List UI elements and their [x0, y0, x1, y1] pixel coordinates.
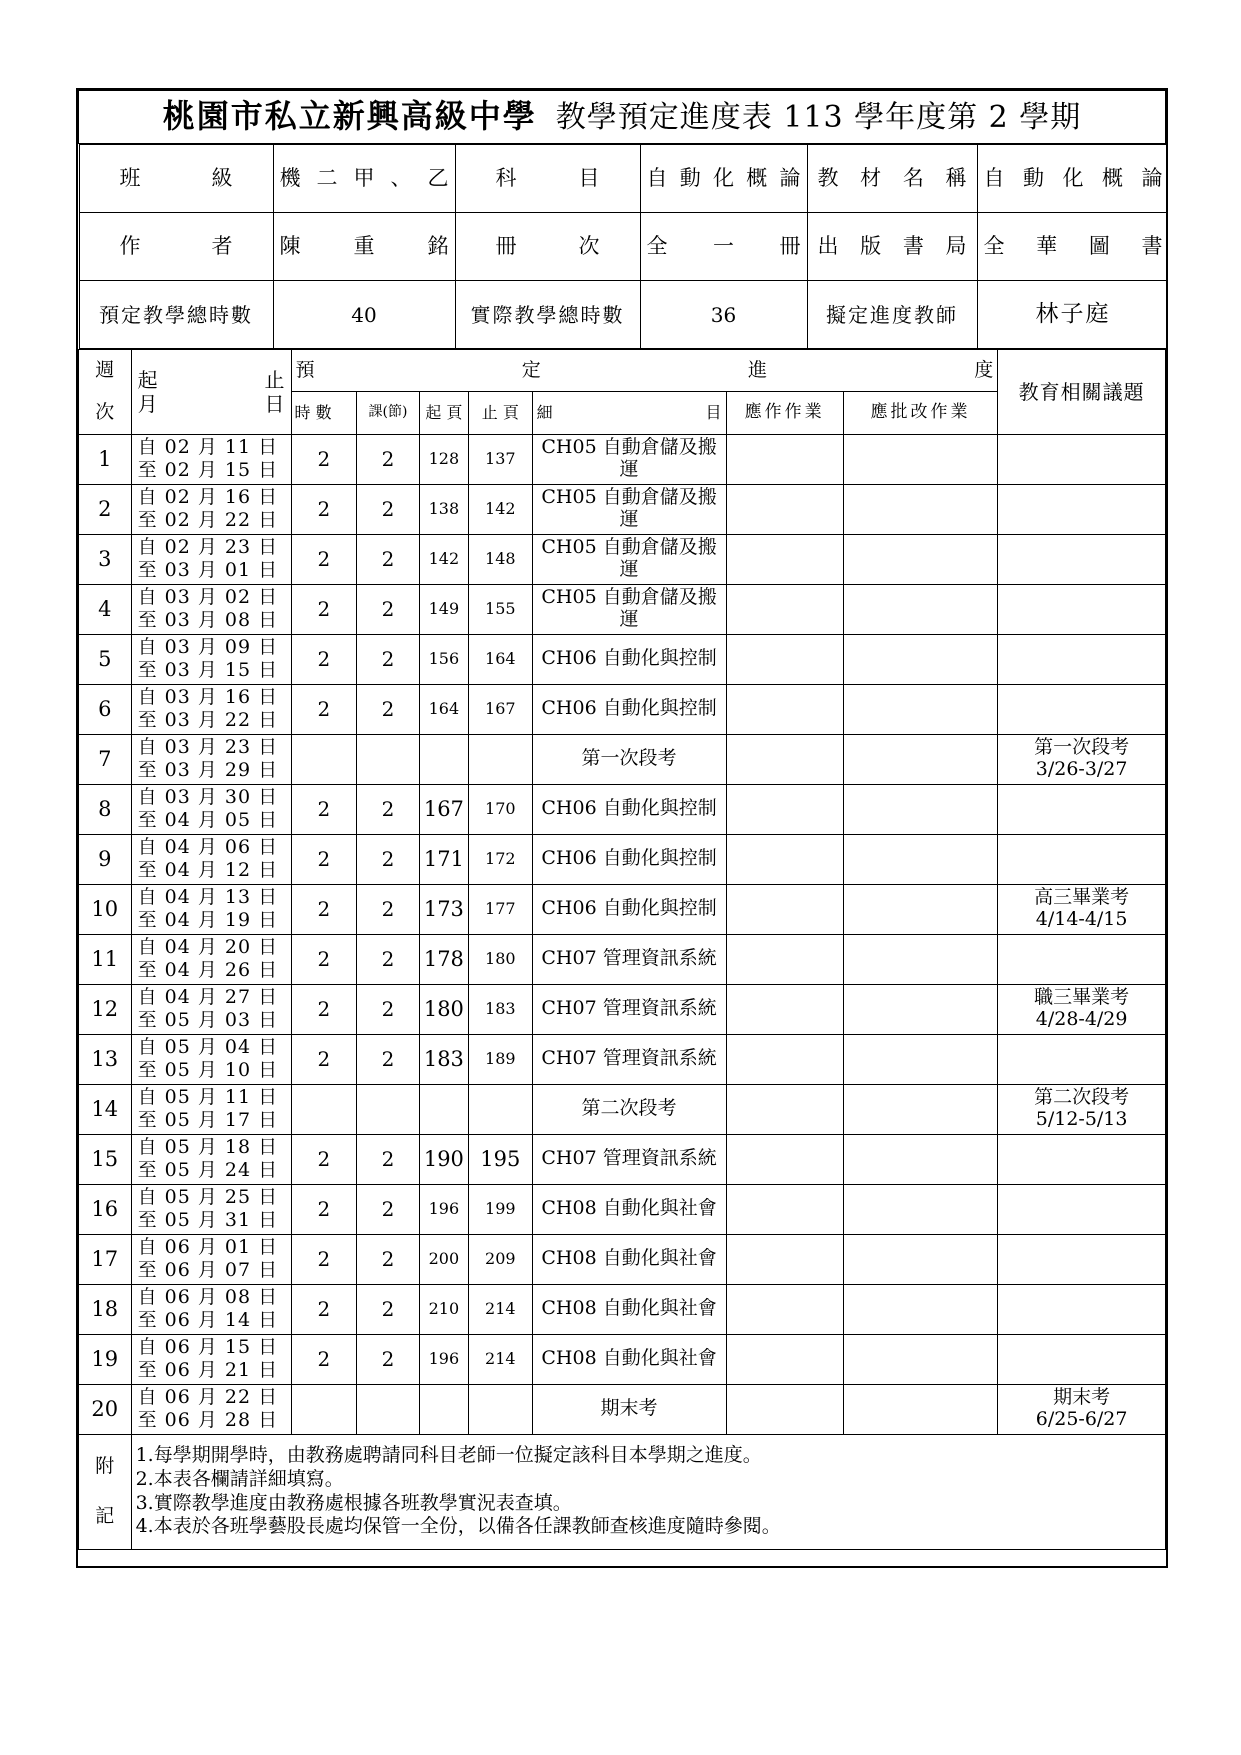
week-lessons: 2: [357, 584, 419, 634]
week-issue-note: [998, 1284, 1166, 1334]
week-homework: [726, 884, 843, 934]
week-number: 16: [79, 1184, 132, 1234]
week-lessons: 2: [357, 534, 419, 584]
hours-header: 時 數: [291, 391, 357, 434]
week-lessons: 2: [357, 984, 419, 1034]
plan-char-1: 預: [295, 358, 315, 381]
week-number: 14: [79, 1084, 132, 1134]
title-bar: [79, 91, 1166, 144]
material-label: 教 材 名 稱: [817, 165, 967, 190]
start-page-header: 起 頁: [419, 391, 468, 434]
month-label: 月: [137, 391, 158, 416]
table-row: [79, 984, 1166, 1034]
week-start-page: 128: [419, 434, 468, 484]
week-issue-note: 第一次段考 3/26-3/27: [998, 734, 1166, 784]
week-issue-note: [998, 934, 1166, 984]
week-start-page: [419, 1384, 468, 1434]
week-end-page: 183: [469, 984, 533, 1034]
week-start-page: [419, 1084, 468, 1134]
week-homework: [726, 1134, 843, 1184]
week-homework: [726, 784, 843, 834]
week-lessons: 2: [357, 1284, 419, 1334]
week-lessons: 2: [357, 1334, 419, 1384]
note-line-2: 2.本表各欄請詳細填寫。: [135, 1467, 344, 1490]
week-lessons: 2: [357, 784, 419, 834]
week-dates: 自 06 月 08 日 至 06 月 14 日: [131, 1284, 291, 1334]
notes-label: [79, 1434, 132, 1549]
planned-hours-value: 40: [273, 281, 455, 349]
week-start-page: 200: [419, 1234, 468, 1284]
table-row: [79, 684, 1166, 734]
schedule-sheet: [76, 88, 1168, 1568]
volume-value-cell: [640, 213, 807, 281]
detail-header: [532, 391, 726, 434]
week-number: 11: [79, 934, 132, 984]
author-value-cell: [273, 213, 455, 281]
week-lessons: 2: [357, 884, 419, 934]
week-start-page: 142: [419, 534, 468, 584]
school-name: 桃園市私立新興高級中學: [162, 97, 537, 136]
week-grading: [843, 934, 997, 984]
week-homework: [726, 734, 843, 784]
actual-hours-label: 實際教學總時數: [455, 281, 640, 349]
volume-label: 冊 次: [495, 233, 600, 258]
week-homework: [726, 1034, 843, 1084]
week-issue-note: 期末考 6/25-6/27: [998, 1384, 1166, 1434]
week-header: [79, 350, 132, 435]
week-dates: 自 06 月 22 日 至 06 月 28 日: [131, 1384, 291, 1434]
week-end-page: 167: [469, 684, 533, 734]
week-hours: 2: [291, 434, 357, 484]
week-detail: CH06 自動化與控制: [532, 684, 726, 734]
week-hours: 2: [291, 984, 357, 1034]
homework-header: 應作作業: [726, 391, 843, 434]
week-start-page: 178: [419, 934, 468, 984]
plan-header: [291, 350, 998, 392]
week-dates: 自 03 月 09 日 至 03 月 15 日: [131, 634, 291, 684]
week-dates: 自 03 月 16 日 至 03 月 22 日: [131, 684, 291, 734]
week-homework: [726, 684, 843, 734]
week-dates: 自 04 月 20 日 至 04 月 26 日: [131, 934, 291, 984]
issues-header: 教育相關議題: [998, 350, 1166, 435]
table-row: [79, 734, 1166, 784]
week-lessons: 2: [357, 834, 419, 884]
publisher-value: 全 華 圖 書: [983, 233, 1163, 258]
plan-char-3: 進: [747, 358, 767, 381]
week-lessons: 2: [357, 1034, 419, 1084]
table-row: [79, 434, 1166, 484]
week-detail: CH07 管理資訊系統: [532, 1034, 726, 1084]
week-issue-note: [998, 534, 1166, 584]
week-dates: 自 02 月 23 日 至 03 月 01 日: [131, 534, 291, 584]
week-grading: [843, 484, 997, 534]
detail-header-left: 細: [536, 402, 553, 422]
week-hours: 2: [291, 1134, 357, 1184]
week-grading: [843, 584, 997, 634]
week-detail: 期末考: [532, 1384, 726, 1434]
week-issue-note: [998, 434, 1166, 484]
week-issue-note: [998, 1034, 1166, 1084]
week-detail: CH05 自動倉儲及搬運: [532, 434, 726, 484]
material-label-cell: [807, 145, 977, 213]
week-lessons: 2: [357, 684, 419, 734]
publisher-label: 出 版 書 局: [817, 233, 967, 258]
week-homework: [726, 1234, 843, 1284]
week-number: 12: [79, 984, 132, 1034]
day-label: 日: [264, 391, 285, 416]
week-homework: [726, 534, 843, 584]
week-start-page: 210: [419, 1284, 468, 1334]
author-label-cell: [79, 213, 273, 281]
week-end-page: 142: [469, 484, 533, 534]
notes-body: [131, 1434, 1165, 1549]
week-end-page: 148: [469, 534, 533, 584]
note-line-1: 1.每學期開學時，由教務處聘請同科目老師一位擬定該科目本學期之進度。: [135, 1444, 762, 1467]
week-hours: 2: [291, 934, 357, 984]
week-start-page: 173: [419, 884, 468, 934]
week-homework: [726, 1284, 843, 1334]
subject-label-cell: [455, 145, 640, 213]
week-homework: [726, 934, 843, 984]
week-homework: [726, 1384, 843, 1434]
week-number: 8: [79, 784, 132, 834]
week-detail: 第一次段考: [532, 734, 726, 784]
week-number: 2: [79, 484, 132, 534]
end-page-header: 止 頁: [469, 391, 533, 434]
week-start-page: 196: [419, 1334, 468, 1384]
teacher-label: 擬定進度教師: [807, 281, 977, 349]
week-hours: 2: [291, 534, 357, 584]
week-issue-note: 高三畢業考 4/14-4/15: [998, 884, 1166, 934]
week-grading: [843, 734, 997, 784]
week-issue-note: [998, 1234, 1166, 1284]
week-detail: CH07 管理資訊系統: [532, 934, 726, 984]
week-number: 10: [79, 884, 132, 934]
week-number: 9: [79, 834, 132, 884]
week-header-top: 週: [95, 359, 115, 381]
week-hours: 2: [291, 884, 357, 934]
table-row: [79, 834, 1166, 884]
week-hours: 2: [291, 1184, 357, 1234]
week-detail: CH05 自動倉儲及搬運: [532, 534, 726, 584]
week-start-page: 167: [419, 784, 468, 834]
week-end-page: 214: [469, 1334, 533, 1384]
week-hours: 2: [291, 484, 357, 534]
week-grading: [843, 634, 997, 684]
week-end-page: 189: [469, 1034, 533, 1084]
table-row: [79, 934, 1166, 984]
week-end-page: [469, 1084, 533, 1134]
week-issue-note: [998, 1184, 1166, 1234]
table-row: [79, 784, 1166, 834]
week-issue-note: [998, 834, 1166, 884]
week-dates: 自 02 月 16 日 至 02 月 22 日: [131, 484, 291, 534]
class-value-cell: [273, 145, 455, 213]
week-hours: 2: [291, 634, 357, 684]
table-row: [79, 1084, 1166, 1134]
week-homework: [726, 1084, 843, 1134]
week-hours: [291, 734, 357, 784]
week-grading: [843, 1234, 997, 1284]
subject-value: 自 動 化 概 論: [646, 165, 801, 190]
week-dates: 自 02 月 11 日 至 02 月 15 日: [131, 434, 291, 484]
week-dates: 自 04 月 27 日 至 05 月 03 日: [131, 984, 291, 1034]
week-end-page: 209: [469, 1234, 533, 1284]
note-line-3: 3.實際教學進度由教務處根據各班教學實況表查填。: [135, 1491, 572, 1514]
week-homework: [726, 1184, 843, 1234]
week-homework: [726, 834, 843, 884]
plan-char-4: 度: [974, 358, 994, 381]
week-detail: CH08 自動化與社會: [532, 1284, 726, 1334]
table-row: [79, 884, 1166, 934]
week-hours: 2: [291, 1034, 357, 1084]
week-issue-note: [998, 484, 1166, 534]
week-hours: [291, 1084, 357, 1134]
table-row: [79, 1334, 1166, 1384]
week-lessons: 2: [357, 1184, 419, 1234]
week-start-page: 138: [419, 484, 468, 534]
week-grading: [843, 784, 997, 834]
form-title: 教學預定進度表 113 學年度第 2 學期: [555, 100, 1082, 136]
week-detail: 第二次段考: [532, 1084, 726, 1134]
week-detail: CH06 自動化與控制: [532, 784, 726, 834]
lessons-header: 課(節): [357, 391, 419, 434]
table-row: [79, 1034, 1166, 1084]
week-dates: 自 04 月 06 日 至 04 月 12 日: [131, 834, 291, 884]
start-label: 起: [137, 367, 158, 392]
week-hours: 2: [291, 834, 357, 884]
volume-value: 全 一 冊: [646, 233, 801, 258]
week-detail: CH06 自動化與控制: [532, 834, 726, 884]
week-start-page: 149: [419, 584, 468, 634]
table-row: [79, 1134, 1166, 1184]
week-number: 19: [79, 1334, 132, 1384]
week-end-page: 214: [469, 1284, 533, 1334]
week-end-page: 180: [469, 934, 533, 984]
week-number: 6: [79, 684, 132, 734]
week-end-page: 164: [469, 634, 533, 684]
table-row: [79, 1234, 1166, 1284]
week-start-page: 190: [419, 1134, 468, 1184]
week-number: 13: [79, 1034, 132, 1084]
week-issue-note: [998, 1334, 1166, 1384]
week-hours: 2: [291, 1284, 357, 1334]
grading-header: 應批改作業: [843, 391, 997, 434]
publisher-value-cell: [977, 213, 1166, 281]
week-detail: CH07 管理資訊系統: [532, 1134, 726, 1184]
week-hours: 2: [291, 1334, 357, 1384]
week-number: 18: [79, 1284, 132, 1334]
week-dates: 自 06 月 01 日 至 06 月 07 日: [131, 1234, 291, 1284]
week-end-page: [469, 1384, 533, 1434]
week-lessons: 2: [357, 434, 419, 484]
week-hours: [291, 1384, 357, 1434]
table-row: [79, 484, 1166, 534]
class-label-cell: [79, 145, 273, 213]
week-lessons: 2: [357, 1234, 419, 1284]
class-value: 機 二 甲 、 乙: [279, 165, 449, 190]
week-detail: CH06 自動化與控制: [532, 634, 726, 684]
week-start-page: 183: [419, 1034, 468, 1084]
volume-label-cell: [455, 213, 640, 281]
week-homework: [726, 434, 843, 484]
week-start-page: 164: [419, 684, 468, 734]
week-end-page: 137: [469, 434, 533, 484]
week-lessons: 2: [357, 934, 419, 984]
class-label: 班 級: [119, 165, 233, 190]
week-grading: [843, 1084, 997, 1134]
week-dates: 自 05 月 25 日 至 05 月 31 日: [131, 1184, 291, 1234]
week-header-bottom: 次: [95, 400, 115, 423]
week-end-page: 170: [469, 784, 533, 834]
week-dates: 自 05 月 04 日 至 05 月 10 日: [131, 1034, 291, 1084]
week-detail: CH05 自動倉儲及搬運: [532, 484, 726, 534]
week-grading: [843, 1134, 997, 1184]
week-dates: 自 03 月 23 日 至 03 月 29 日: [131, 734, 291, 784]
author-value: 陳 重 銘: [279, 233, 449, 258]
week-grading: [843, 984, 997, 1034]
week-dates: 自 05 月 11 日 至 05 月 17 日: [131, 1084, 291, 1134]
week-detail: CH07 管理資訊系統: [532, 984, 726, 1034]
week-dates: 自 05 月 18 日 至 05 月 24 日: [131, 1134, 291, 1184]
week-grading: [843, 1184, 997, 1234]
week-number: 17: [79, 1234, 132, 1284]
planned-hours-label: 預定教學總時數: [79, 281, 273, 349]
subject-label: 科 目: [495, 165, 600, 190]
subject-value-cell: [640, 145, 807, 213]
week-dates: 自 04 月 13 日 至 04 月 19 日: [131, 884, 291, 934]
week-start-page: 180: [419, 984, 468, 1034]
week-lessons: 2: [357, 1134, 419, 1184]
table-row: [79, 634, 1166, 684]
week-grading: [843, 884, 997, 934]
week-end-page: [469, 734, 533, 784]
end-label: 止: [264, 367, 285, 392]
table-row: [79, 584, 1166, 634]
week-hours: 2: [291, 784, 357, 834]
week-grading: [843, 1384, 997, 1434]
week-grading: [843, 1284, 997, 1334]
publisher-label-cell: [807, 213, 977, 281]
week-number: 1: [79, 434, 132, 484]
week-end-page: 195: [469, 1134, 533, 1184]
info-table: [79, 144, 1166, 349]
week-detail: CH08 自動化與社會: [532, 1334, 726, 1384]
material-value-cell: [977, 145, 1166, 213]
week-hours: 2: [291, 1234, 357, 1284]
week-grading: [843, 1034, 997, 1084]
week-homework: [726, 484, 843, 534]
week-hours: 2: [291, 684, 357, 734]
week-lessons: [357, 734, 419, 784]
week-start-page: 171: [419, 834, 468, 884]
week-dates: 自 03 月 02 日 至 03 月 08 日: [131, 584, 291, 634]
date-header: [131, 350, 291, 435]
week-grading: [843, 1334, 997, 1384]
week-dates: 自 06 月 15 日 至 06 月 21 日: [131, 1334, 291, 1384]
week-number: 20: [79, 1384, 132, 1434]
week-lessons: 2: [357, 634, 419, 684]
week-detail: CH08 自動化與社會: [532, 1234, 726, 1284]
notes-label-bottom: 記: [95, 1504, 115, 1527]
week-lessons: 2: [357, 484, 419, 534]
week-homework: [726, 1334, 843, 1384]
week-homework: [726, 984, 843, 1034]
author-label: 作 者: [119, 233, 233, 258]
week-lessons: [357, 1384, 419, 1434]
week-start-page: [419, 734, 468, 784]
week-lessons: [357, 1084, 419, 1134]
week-issue-note: [998, 584, 1166, 634]
week-hours: 2: [291, 584, 357, 634]
note-line-4: 4.本表於各班學藝股長處均保管一全份，以備各任課教師查核進度隨時參閱。: [135, 1515, 781, 1538]
week-dates: 自 03 月 30 日 至 04 月 05 日: [131, 784, 291, 834]
week-detail: CH08 自動化與社會: [532, 1184, 726, 1234]
week-issue-note: 第二次段考 5/12-5/13: [998, 1084, 1166, 1134]
week-issue-note: [998, 784, 1166, 834]
schedule-table: [78, 90, 1166, 1550]
week-end-page: 155: [469, 584, 533, 634]
week-number: 5: [79, 634, 132, 684]
week-start-page: 156: [419, 634, 468, 684]
table-row: [79, 534, 1166, 584]
week-number: 3: [79, 534, 132, 584]
week-grading: [843, 684, 997, 734]
table-row: [79, 1284, 1166, 1334]
week-number: 4: [79, 584, 132, 634]
detail-header-right: 目: [705, 402, 722, 422]
material-value: 自 動 化 概 論: [983, 165, 1163, 190]
week-start-page: 196: [419, 1184, 468, 1234]
plan-char-2: 定: [521, 358, 541, 381]
week-issue-note: [998, 1134, 1166, 1184]
week-detail: CH05 自動倉儲及搬運: [532, 584, 726, 634]
week-end-page: 199: [469, 1184, 533, 1234]
week-number: 15: [79, 1134, 132, 1184]
week-number: 7: [79, 734, 132, 784]
week-homework: [726, 584, 843, 634]
week-end-page: 177: [469, 884, 533, 934]
week-end-page: 172: [469, 834, 533, 884]
week-detail: CH06 自動化與控制: [532, 884, 726, 934]
week-grading: [843, 434, 997, 484]
week-issue-note: 職三畢業考 4/28-4/29: [998, 984, 1166, 1034]
notes-label-top: 附: [95, 1455, 115, 1478]
week-homework: [726, 634, 843, 684]
table-row: [79, 1184, 1166, 1234]
teacher-value: 林子庭: [977, 281, 1166, 349]
week-grading: [843, 834, 997, 884]
week-issue-note: [998, 634, 1166, 684]
actual-hours-value: 36: [640, 281, 807, 349]
week-issue-note: [998, 684, 1166, 734]
table-row: [79, 1384, 1166, 1434]
week-grading: [843, 534, 997, 584]
